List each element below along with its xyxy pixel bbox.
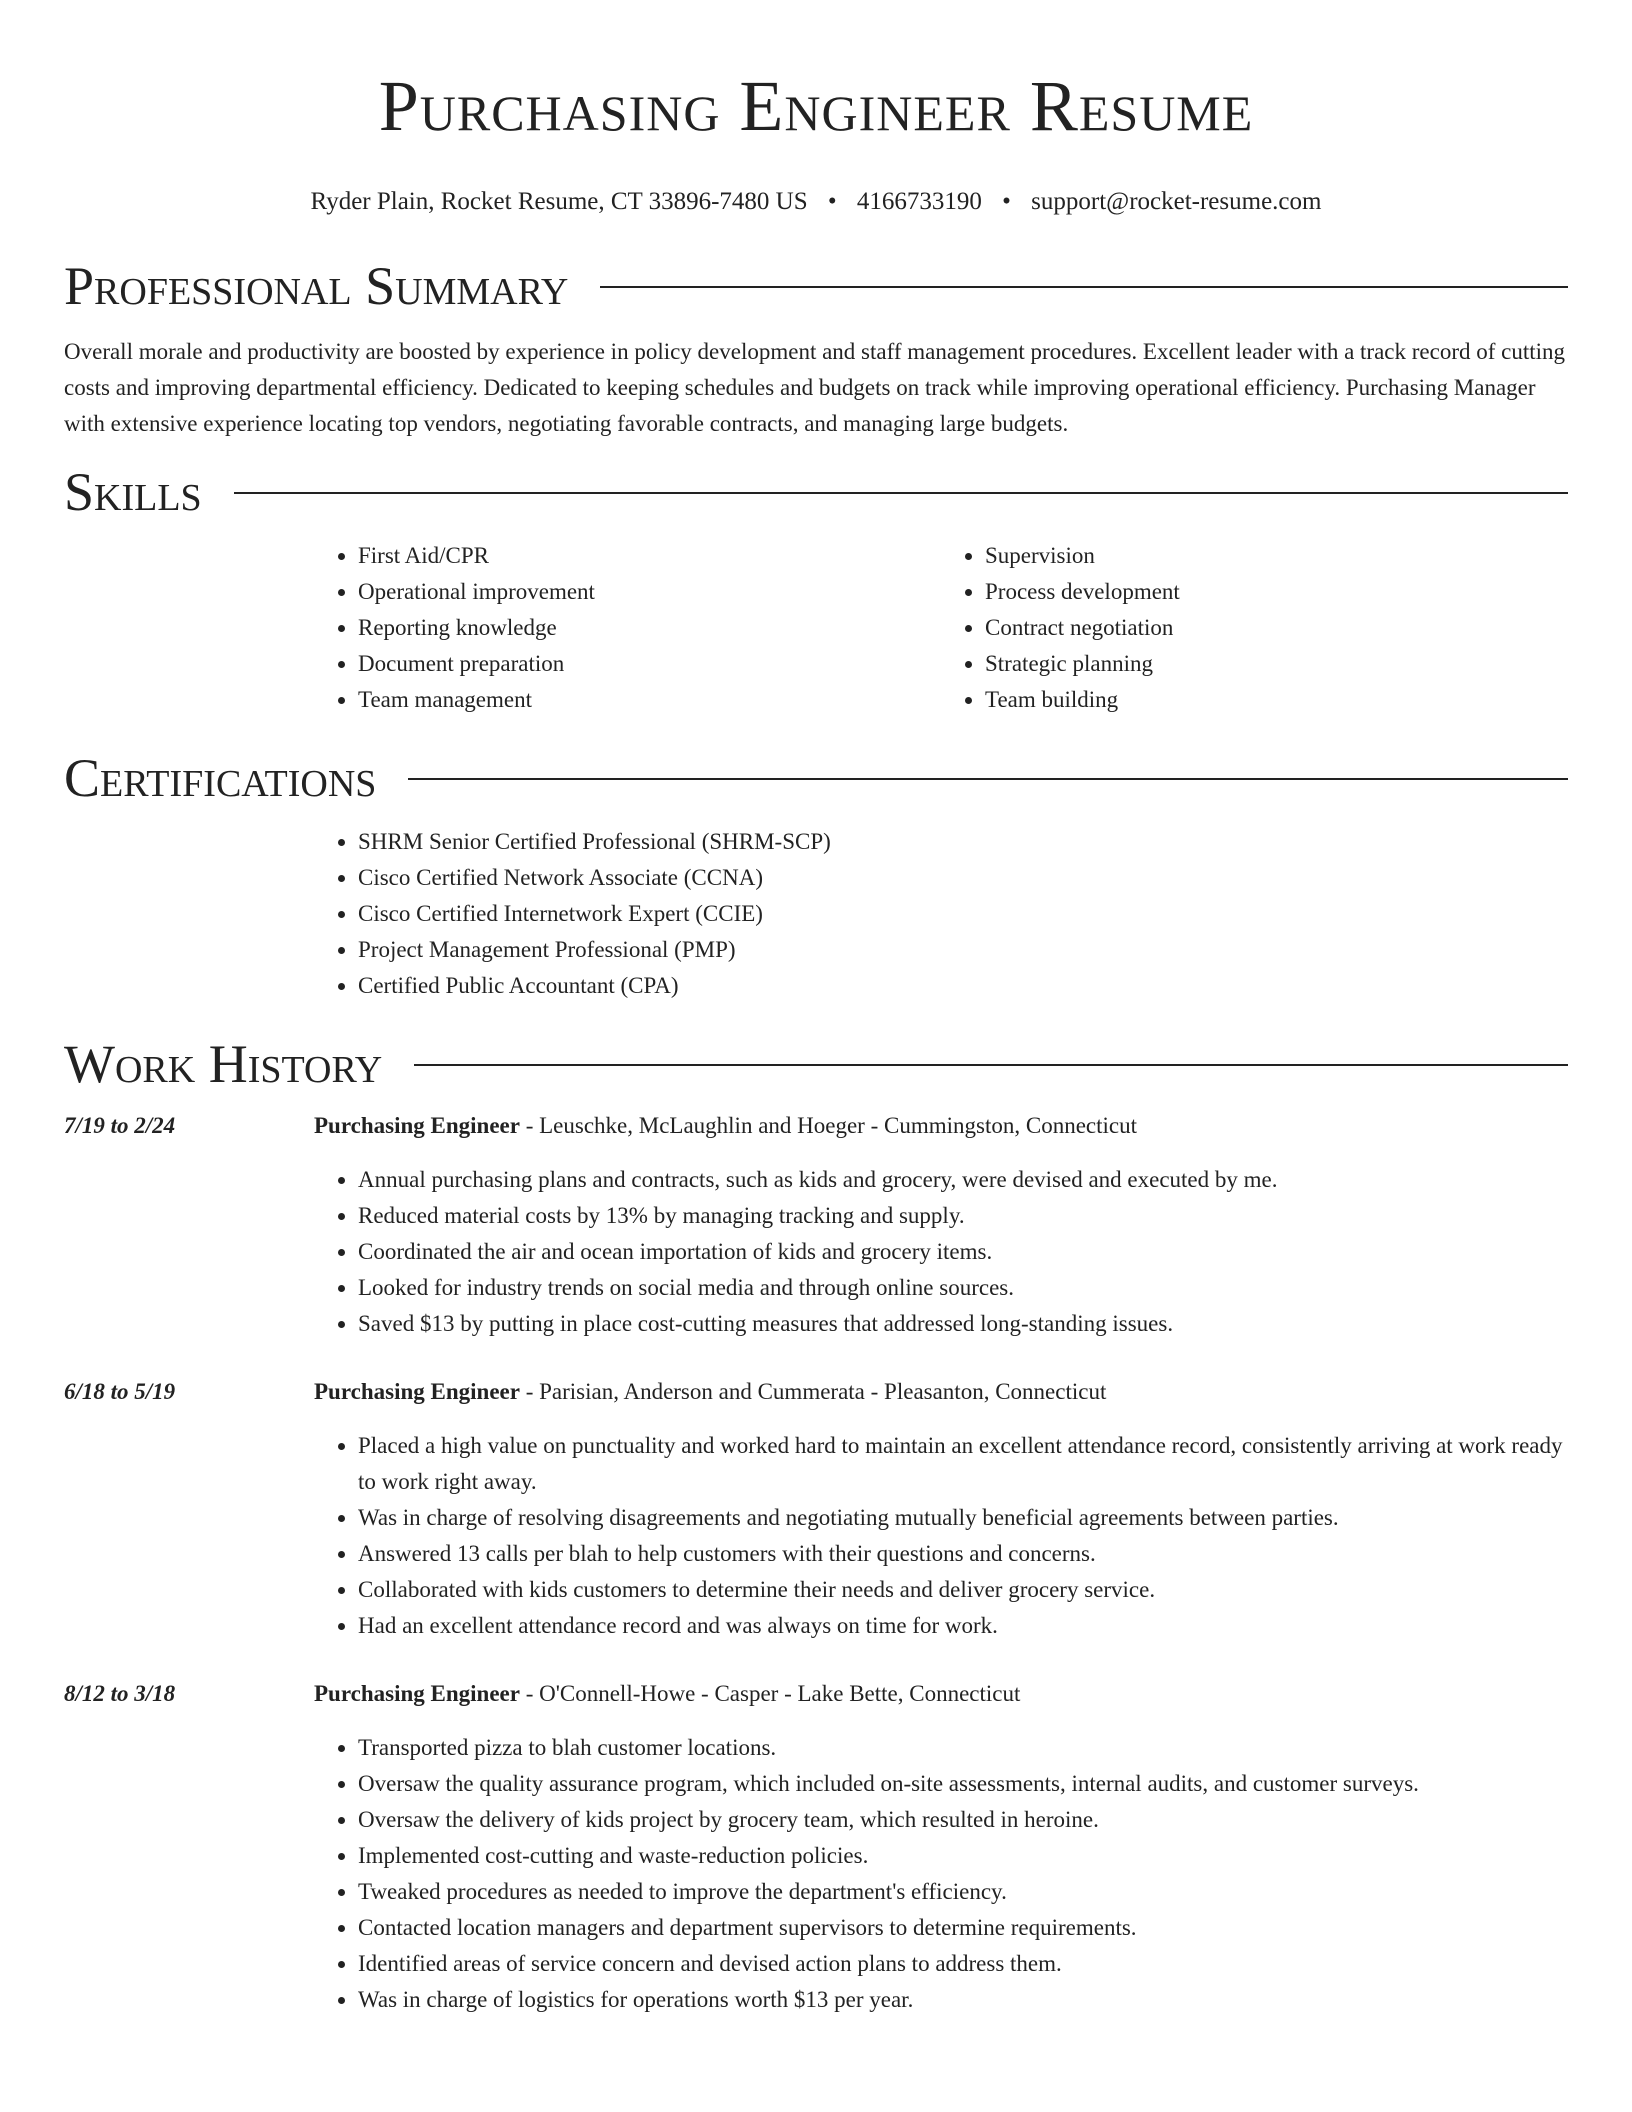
job-heading xyxy=(314,1374,1568,1410)
list-item: • Placed a high value on punctuality and worked hard to maintain an excellent attendance record, consistently arriving at work ready to work right away. xyxy=(358,1428,1568,1500)
certifications-heading: Certifications xyxy=(64,748,377,808)
list-item: • Operational improvement xyxy=(358,574,941,610)
job-details xyxy=(314,1108,1568,1342)
list-item: • Identified areas of service concern and devised action plans to address them. xyxy=(358,1946,1568,1982)
list-item: • Annual purchasing plans and contracts, such as kids and grocery, were devised and executed by me. xyxy=(358,1162,1568,1198)
list-item: • Transported pizza to blah customer locations. xyxy=(358,1730,1568,1766)
job-entry xyxy=(64,1676,1568,2018)
job-role: Purchasing Engineer xyxy=(314,1113,520,1138)
job-heading xyxy=(314,1108,1568,1144)
list-item: • Collaborated with kids customers to determine their needs and deliver grocery service. xyxy=(358,1572,1568,1608)
list-item: • Saved $13 by putting in place cost-cutting measures that addressed long-standing issues. xyxy=(358,1306,1568,1342)
list-item: • Process development xyxy=(985,574,1568,610)
skills-section-header xyxy=(64,460,1568,524)
summary-section-header xyxy=(64,254,1568,318)
resume-title: Purchasing Engineer Resume xyxy=(378,66,1254,146)
job-details xyxy=(314,1374,1568,1644)
list-item: • Tweaked procedures as needed to improve the department's efficiency. xyxy=(358,1874,1568,1910)
list-item: • Was in charge of logistics for operations worth $13 per year. xyxy=(358,1982,1568,2018)
list-item: • Had an excellent attendance record and was always on time for work. xyxy=(358,1608,1568,1644)
certifications-items xyxy=(314,824,1568,1004)
section-divider xyxy=(408,778,1568,780)
summary-text: Overall morale and productivity are boosted by experience in policy development and staff management procedures. Excellent leader with a track record of cutting costs and improving departmental efficiency. Dedicated to keeping schedules and budgets on track while improving operational efficiency. Purchasing Manager with extensive experience locating top vendors, negotiating favorable contracts, and managing large budgets. xyxy=(64,339,1566,436)
list-item: • Team management xyxy=(358,682,941,718)
skills-column-left xyxy=(314,538,941,718)
certifications-section-header xyxy=(64,746,1568,810)
job-bullets xyxy=(314,1428,1568,1644)
job-bullets xyxy=(314,1730,1568,2018)
contact-phone: 4166733190 xyxy=(856,188,982,215)
contact-separator: • xyxy=(827,188,837,215)
section-divider xyxy=(600,286,1568,288)
list-item: • Supervision xyxy=(985,538,1568,574)
work-history-list xyxy=(64,1108,1568,2018)
list-item: • Team building xyxy=(985,682,1568,718)
list-item: • SHRM Senior Certified Professional (SHRM-SCP) xyxy=(358,824,1568,860)
job-dates: 6/18 to 5/19 xyxy=(64,1379,176,1404)
list-item: • Implemented cost-cutting and waste-reduction policies. xyxy=(358,1838,1568,1874)
job-employer: - Leuschke, McLaughlin and Hoeger - Cummingston, Connecticut xyxy=(519,1113,1137,1138)
list-item: • Reporting knowledge xyxy=(358,610,941,646)
work-heading: Work History xyxy=(64,1034,383,1094)
list-item: • Contract negotiation xyxy=(985,610,1568,646)
contact-address: Ryder Plain, Rocket Resume, CT 33896-7480 US xyxy=(310,188,808,215)
list-item: • Contacted location managers and department supervisors to determine requirements. xyxy=(358,1910,1568,1946)
job-role: Purchasing Engineer xyxy=(314,1681,520,1706)
job-bullets xyxy=(314,1162,1568,1342)
list-item: • Was in charge of resolving disagreements and negotiating mutually beneficial agreements between parties. xyxy=(358,1500,1568,1536)
job-employer: - O'Connell-Howe - Casper - Lake Bette, Connecticut xyxy=(519,1681,1021,1706)
section-divider xyxy=(414,1064,1568,1066)
contact-line xyxy=(64,186,1568,218)
contact-separator: • xyxy=(1002,188,1011,215)
list-item: • Project Management Professional (PMP) xyxy=(358,932,1568,968)
contact-email: support@rocket-resume.com xyxy=(1031,188,1322,215)
list-item: • Answered 13 calls per blah to help customers with their questions and concerns. xyxy=(358,1536,1568,1572)
skills-list xyxy=(314,538,1568,718)
list-item: • Document preparation xyxy=(358,646,941,682)
work-section-header xyxy=(64,1032,1568,1096)
job-entry xyxy=(64,1108,1568,1342)
list-item: • Cisco Certified Internetwork Expert (CCIE) xyxy=(358,896,1568,932)
list-item: • Reduced material costs by 13% by managing tracking and supply. xyxy=(358,1198,1568,1234)
job-employer: - Parisian, Anderson and Cummerata - Pleasanton, Connecticut xyxy=(519,1379,1107,1404)
list-item: • First Aid/CPR xyxy=(358,538,941,574)
list-item: • Oversaw the quality assurance program, which included on-site assessments, internal audits, and customer surveys. xyxy=(358,1766,1568,1802)
job-dates: 7/19 to 2/24 xyxy=(64,1113,176,1138)
list-item: • Cisco Certified Network Associate (CCNA) xyxy=(358,860,1568,896)
certifications-list xyxy=(314,824,1568,1004)
job-heading xyxy=(314,1676,1568,1712)
list-item: • Strategic planning xyxy=(985,646,1568,682)
list-item: • Looked for industry trends on social media and through online sources. xyxy=(358,1270,1568,1306)
job-entry xyxy=(64,1374,1568,1644)
job-details xyxy=(314,1676,1568,2018)
skills-heading: Skills xyxy=(64,462,202,522)
list-item: • Oversaw the delivery of kids project by grocery team, which resulted in heroine. xyxy=(358,1802,1568,1838)
summary-heading: Professional Summary xyxy=(64,256,569,316)
list-item: • Certified Public Accountant (CPA) xyxy=(358,968,1568,1004)
list-item: • Coordinated the air and ocean importation of kids and grocery items. xyxy=(358,1234,1568,1270)
job-dates: 8/12 to 3/18 xyxy=(64,1681,176,1706)
skills-column-right xyxy=(941,538,1568,718)
section-divider xyxy=(234,492,1568,494)
job-role: Purchasing Engineer xyxy=(314,1379,520,1404)
